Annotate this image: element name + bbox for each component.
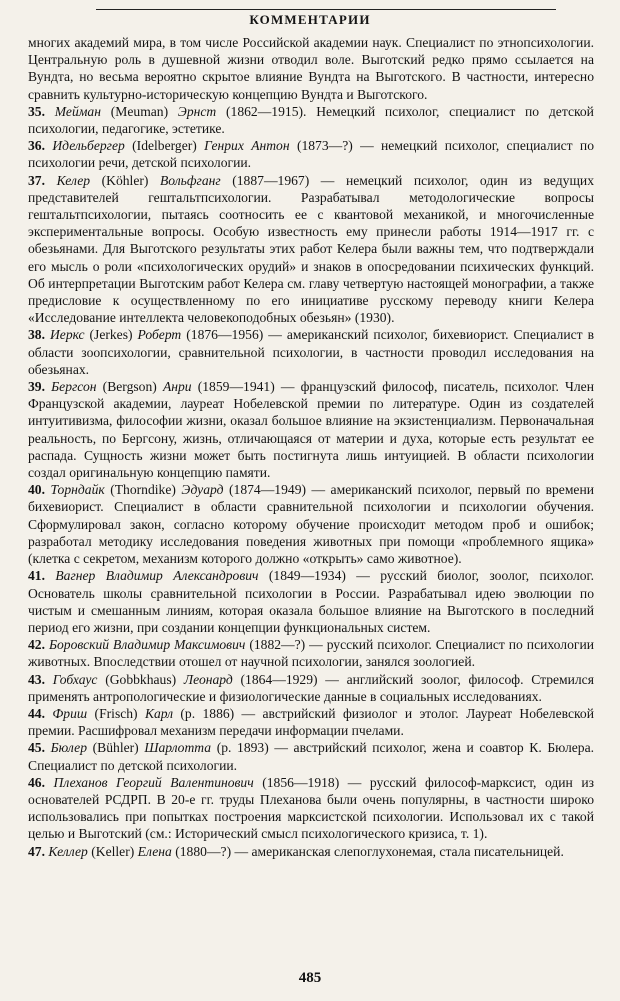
entry-number: 39. (28, 379, 45, 395)
entry-given-name: Леонард (183, 671, 233, 687)
entry-name: Гобхаус (52, 671, 98, 687)
entry-number: 45. (28, 740, 45, 756)
entry-original-name: (Jerkes) (89, 327, 133, 343)
entry-given-name: Елена (137, 843, 172, 859)
entry-original-name: (Bergson) (102, 379, 157, 395)
commentary-entry (28, 774, 594, 843)
entry-number: 38. (28, 327, 45, 343)
commentary-entry (28, 671, 594, 705)
entry-number: 47. (28, 843, 45, 859)
commentary-entry (28, 172, 594, 327)
entry-number: 44. (28, 705, 45, 721)
entry-number: 41. (28, 568, 45, 584)
entry-name: Плеханов Георгий Валентинович (53, 774, 254, 790)
entry-text: (1880—?) — американская слепоглухонемая, стала писательницей. (175, 843, 564, 859)
entry-text: (1856—1918) — русский философ-марксист, один из основателей РСДРП. В 20-е гг. труды Плеханова были очень популярны, в частности широко использовались при попытках построения марксистской психологии. Использовал их с такой целью и Выготский (см.: Исторический смысл психологического кризиса, т. 1). (28, 774, 594, 842)
commentary-entry (28, 326, 594, 378)
entry-number: 42. (28, 637, 45, 653)
entry-text: (1862—1915). Немецкий психолог, специалист по детской психологии, педагогике, эстетике. (28, 103, 594, 137)
entry-text: (р. 1886) — австрийский физиолог и этолог. Лауреат Нобелевской премии. Расшифровал механизм передачи информации пчелами. (28, 705, 594, 739)
commentary-body (28, 34, 594, 860)
intro-paragraph: многих академий мира, в том числе Российской академии наук. Специалист по этнопсихологии. Центральную роль в душевной жизни отводил воле. Выготский редко прямо ссылается на Вундта, но весьма вероятно скрытое влияние Вундта на Выготского. В частности, интересно сравнить культурно-историческую концепцию Вундта и Выготского. (28, 35, 594, 102)
entry-name: Мейман (54, 103, 101, 119)
commentary-entry (28, 705, 594, 739)
entry-name: Вагнер Владимир Александрович (55, 568, 259, 584)
entry-name: Келер (56, 172, 91, 188)
entry-number: 37. (28, 172, 45, 188)
commentary-entry (28, 378, 594, 481)
entry-number: 40. (28, 482, 45, 498)
page-number: 485 (298, 970, 322, 986)
commentary-entry (28, 481, 594, 567)
commentary-entry (28, 567, 594, 636)
entry-text: (р. 1893) — австрийский психолог, жена и соавтор К. Бюлера. Специалист по детской психологии. (28, 740, 595, 773)
entry-original-name: (Idelberger) (132, 138, 197, 154)
entry-original-name: (Keller) (91, 843, 135, 859)
entry-name: Иеркс (49, 327, 85, 343)
entry-given-name: Эдуард (181, 482, 224, 498)
entry-original-name: (Gobbkhaus) (105, 671, 177, 687)
entry-text: (1849—1934) — русский биолог, зоолог, психолог. Основатель школы сравнительной психологии в России. Разрабатывал идею эволюции по чистым и смешанным линиям, которая оказала большое влияние на Выготского в последний период его жизни, при создании концепции функциональных систем. (28, 568, 594, 635)
entry-text: (1859—1941) — французский философ, писатель, психолог. Член Французской академии, лауреат Нобелевской премии по литературе. Один из создателей интуитивизма, философии жизни, оказал большое влияние на экзистенциализм. Первоначальная реальность, по Бергсону, жизнь, отличающаяся от материи и духа, которые есть результат ее распада. Сущность жизни может быть постигнута лишь интуицией. В области психологии создал оригинальную концепцию памяти. (28, 379, 594, 481)
entry-text: (1882—?) — русский психолог. Специалист по психологии животных. Впоследствии отошел от научной психологии, занялся зоологией. (28, 637, 594, 670)
entry-given-name: Анри (162, 379, 192, 395)
entry-name: Бюлер (50, 740, 87, 756)
entry-text: (1873—?) — немецкий психолог, специалист по психологии речи, детской психологии. (28, 138, 595, 171)
entry-text: (1887—1967) — немецкий психолог, один из ведущих представителей гештальтпсихологии. Разрабатывал методологические вопросы гештальтпсихологии, пытаясь соотносить ее с квантовой механикой, и многочисленные экспериментальные вопросы. Особую известность ему принесли работы 1914—1917 гг. с обезьянами. Для Выготского результаты этих работ Келера были важны тем, что подтверждали его мысль о роли «психологических орудий» и знаков в опосредовании психических функций. Об интерпретации Выготским работ Келера см. главу четвертую настоящей монографии, а также предисловие к осуществленному по его инициативе русскому переводу книги Келера «Исследование интеллекта человекоподобных обезьян» (1930). (28, 172, 595, 326)
entry-given-name: Карл (144, 705, 173, 721)
entry-text: (1876—1956) — американский психолог, бихевиорист. Специалист в области зоопсихологии, сравнительной психологии, в частности проводил исследования на обезьянах. (28, 327, 594, 377)
entry-name: Идельбергер (52, 138, 125, 154)
commentary-entry (28, 739, 594, 773)
entry-number: 43. (28, 671, 45, 687)
entry-given-name: Роберт (137, 327, 182, 343)
entry-original-name: (Bühler) (92, 740, 139, 756)
entry-number: 46. (28, 774, 45, 790)
entry-original-name: (Frisch) (94, 705, 138, 721)
entry-name: Бергсон (51, 379, 97, 395)
entry-original-name: (Thorndike) (110, 482, 176, 498)
entry-number: 35. (28, 103, 45, 119)
entry-text: (1864—1929) — английский зоолог, философ. Стремился применять антропологические и физиологические данные в социальных исследованиях. (28, 671, 594, 704)
entry-name: Фриш (52, 705, 88, 721)
entry-number: 36. (28, 138, 45, 154)
entry-text: (1874—1949) — американский психолог, первый по времени бихевиорист. Специалист в области сравнительной психологии и психологии обучения. Сформулировал закон, согласно которому обучение происходит методом проб и ошибок; разработал методику исследования поведения животных при помощи «проблемного ящика» (клетка с секретом, механизм которого должно «открыть» само животное). (28, 482, 595, 567)
entry-original-name: (Köhler) (101, 172, 149, 188)
entries-list (28, 103, 594, 860)
entry-given-name: Вольфганг (159, 172, 221, 188)
entry-name: Келлер (48, 843, 88, 859)
commentary-entry (28, 843, 594, 860)
commentary-entry (28, 636, 594, 670)
commentary-entry (28, 137, 594, 171)
entry-name: Боровский Владимир Максимович (48, 637, 246, 653)
entry-name: Торндайк (50, 482, 105, 498)
entry-given-name: Эрнст (177, 103, 217, 119)
entry-given-name: Генрих Антон (204, 138, 290, 154)
entry-given-name: Шарлотта (144, 740, 212, 756)
running-header: КОММЕНТАРИИ (249, 12, 371, 27)
entry-original-name: (Meuman) (110, 103, 169, 119)
header-rule (96, 9, 556, 10)
commentary-entry (28, 103, 594, 137)
